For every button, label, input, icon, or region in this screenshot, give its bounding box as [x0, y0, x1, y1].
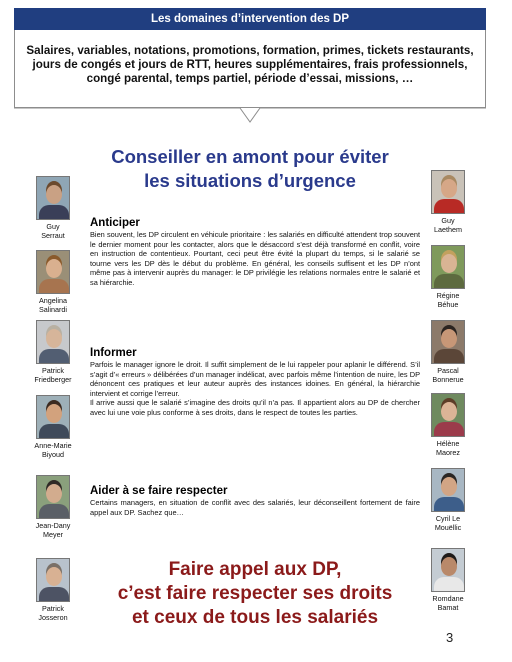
person-name: Guy Serraut — [41, 222, 65, 240]
page-number: 3 — [446, 630, 454, 645]
section-paragraph: Bien souvent, les DP circulent en véhicule prioritaire : les salariés en difficulté attendent trop souvent le dernier moment pour les contacter, alors que le désaccord s’est déjà transformé en conflit, voire en instruction de contentieux. Pourtant, ceci peut être évité la plupart du temps, si le salarié se tourne vers les DP dès le début du problème. En général, les conseils suffisent et les DP n’ont même pas à intervenir auprès du manager: le DP privilégie les relations normales entre le salarié et sa hiérarchie. — [90, 230, 420, 287]
person-left-2 — [26, 250, 80, 314]
person-name: Patrick Josseron — [38, 604, 68, 622]
person-left-5 — [26, 475, 80, 539]
person-name: Romdane Bamat — [432, 594, 464, 612]
section-anticiper — [90, 216, 420, 288]
person-name: Anne-Marie Biyoud — [34, 441, 72, 459]
person-photo — [431, 245, 465, 289]
section-informer — [90, 346, 420, 418]
person-photo — [36, 558, 70, 602]
person-left-3 — [26, 320, 80, 384]
person-photo — [36, 250, 70, 294]
section-paragraph: Il arrive aussi que le salarié s’imagine des droits qu’il n’a pas. Il appartient alors au DP de chercher avec lui une voie plus conforme à ses droits, dans le respect de toutes les parties. — [90, 398, 420, 417]
person-right-5 — [421, 468, 475, 532]
section-title: Informer — [90, 347, 137, 359]
person-right-2 — [421, 245, 475, 309]
domains-topics-text: Salaires, variables, notations, promotions, formation, primes, tickets restaurants, jours de congés et jours de RTT, heures supplémentaires, frais professionnels, congé parental, temps partiel, période d’essai, missions, … — [26, 44, 474, 85]
callout-arrow-pointer — [14, 106, 486, 124]
person-left-1 — [26, 176, 80, 240]
person-right-3 — [421, 320, 475, 384]
person-photo — [431, 170, 465, 214]
person-name: Jean-Dany Meyer — [35, 521, 71, 539]
person-name: Guy Laethem — [434, 216, 462, 234]
section-body — [90, 360, 420, 418]
person-photo — [431, 320, 465, 364]
person-photo — [36, 475, 70, 519]
person-name: Angelina Salinardi — [39, 296, 67, 314]
main-title — [70, 145, 430, 193]
domains-banner — [14, 8, 486, 30]
section-title: Aider à se faire respecter — [90, 485, 228, 497]
domains-title: Les domaines d’intervention des DP — [150, 13, 350, 25]
person-photo — [36, 395, 70, 439]
person-photo — [431, 393, 465, 437]
section-body — [90, 498, 420, 517]
person-name: Pascal Bonnerue — [432, 366, 464, 384]
main-title-line-1: Conseiller en amont pour éviter — [111, 146, 389, 167]
person-photo — [36, 320, 70, 364]
person-photo — [36, 176, 70, 220]
person-left-4 — [26, 395, 80, 459]
person-right-4 — [421, 393, 475, 457]
slogan-line-2: c’est faire respecter ses droits — [117, 583, 393, 604]
person-name: Cyril Le Mouëllic — [434, 514, 462, 532]
person-name: Régine Béhue — [436, 291, 460, 309]
main-title-line-2: les situations d’urgence — [144, 170, 356, 191]
section-body — [90, 230, 420, 288]
slogan-line-3: et ceux de tous les salariés — [131, 607, 379, 628]
section-aider — [90, 484, 420, 517]
section-title: Anticiper — [90, 217, 140, 229]
person-photo — [431, 468, 465, 512]
closing-slogan — [70, 558, 440, 630]
person-name: Hélène Maorez — [436, 439, 460, 457]
section-paragraph: Certains managers, en situation de conflit avec des salariés, leur déconseillent fortement de faire appel aux DP. Sachez que… — [90, 498, 420, 517]
person-right-1 — [421, 170, 475, 234]
section-paragraph: Parfois le manager ignore le droit. Il suffit simplement de le lui rappeler pour aplanir le différend. S’il s’agit d’« erreurs » délibérées d’un manager indélicat, avec parfois même l’intention de nuire, les DP dénoncent ces pratiques et leur auteur auprès des instances idoines. En général, la hiérarchie intervient et corrige l’erreur. — [90, 360, 420, 398]
person-name: Patrick Friedberger — [34, 366, 72, 384]
slogan-line-1: Faire appel aux DP, — [168, 559, 342, 580]
